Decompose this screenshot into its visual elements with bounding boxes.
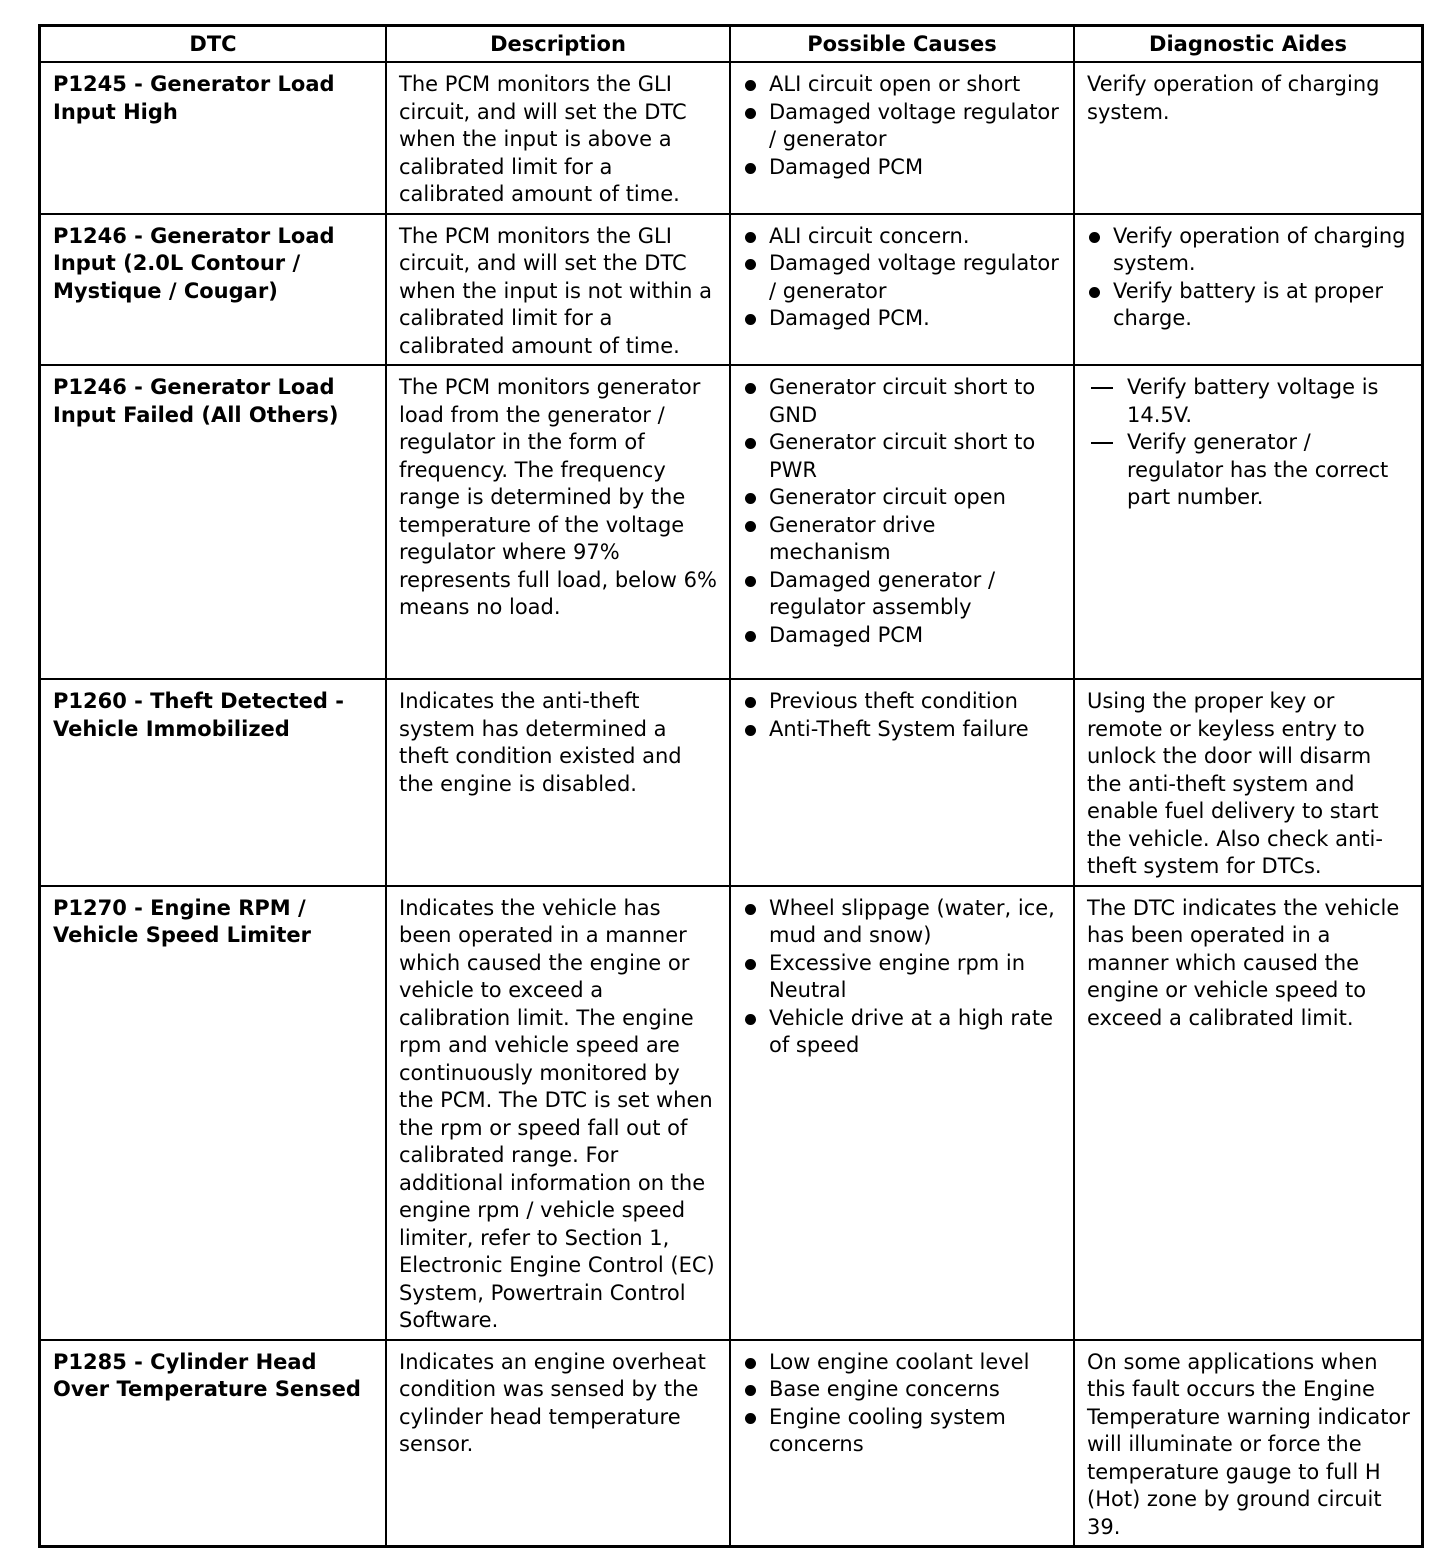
aides-list — [1087, 223, 1411, 333]
cause-item: Damaged PCM. — [743, 305, 1063, 333]
cause-item: Generator circuit short to GND — [743, 374, 1063, 429]
description-cell: Indicates the anti-theft system has determined a theft condition existed and the engine is disabled. — [386, 679, 730, 886]
cause-item: Damaged voltage regulator / generator — [743, 250, 1063, 305]
aides-cell: Verify operation of charging system. — [1074, 62, 1423, 214]
header-row — [40, 26, 1423, 63]
dtc-table — [38, 24, 1424, 1548]
cause-item: Base engine concerns — [743, 1376, 1063, 1404]
causes-cell — [730, 365, 1074, 679]
cause-item: Generator circuit short to PWR — [743, 429, 1063, 484]
aides-list — [1087, 374, 1411, 512]
causes-cell — [730, 886, 1074, 1340]
aide-item: Verify generator / regulator has the correct part number. — [1087, 429, 1411, 512]
aides-cell: On some applications when this fault occurs the Engine Temperature warning indicator will illuminate or force the temperature gauge to full H (Hot) zone by ground circuit 39. — [1074, 1340, 1423, 1547]
aides-cell — [1074, 365, 1423, 679]
aides-cell: The DTC indicates the vehicle has been operated in a manner which caused the engine or vehicle speed to exceed a calibrated limit. — [1074, 886, 1423, 1340]
dtc-cell — [40, 365, 387, 679]
cause-item: Damaged voltage regulator / generator — [743, 99, 1063, 154]
dtc-code: P1260 - Theft Detected - Vehicle Immobilized — [53, 689, 344, 741]
table-row — [40, 214, 1423, 366]
causes-cell — [730, 214, 1074, 366]
header-diagnostic-aides: Diagnostic Aides — [1074, 26, 1423, 63]
cause-item: Excessive engine rpm in Neutral — [743, 950, 1063, 1005]
causes-list — [743, 71, 1063, 181]
aides-cell: Using the proper key or remote or keyless entry to unlock the door will disarm the anti-theft system and enable fuel delivery to start the vehicle. Also check anti-theft system for DTCs. — [1074, 679, 1423, 886]
aide-item: Verify operation of charging system. — [1087, 223, 1411, 278]
dtc-cell — [40, 214, 387, 366]
cause-item: Damaged generator / regulator assembly — [743, 567, 1063, 622]
cause-item: ALI circuit concern. — [743, 223, 1063, 251]
dtc-code: P1270 - Engine RPM / Vehicle Speed Limiter — [53, 895, 311, 947]
cause-item: Engine cooling system concerns — [743, 1404, 1063, 1459]
causes-cell — [730, 1340, 1074, 1547]
cause-item: Previous theft condition — [743, 688, 1063, 716]
causes-list — [743, 374, 1063, 649]
dtc-code: P1246 - Generator Load Input (2.0L Contour / Mystique / Cougar) — [53, 223, 335, 303]
description-cell: The PCM monitors the GLI circuit, and will set the DTC when the input is above a calibrated limit for a calibrated amount of time. — [386, 62, 730, 214]
table-row — [40, 679, 1423, 886]
aides-cell — [1074, 214, 1423, 366]
cause-item: Vehicle drive at a high rate of speed — [743, 1005, 1063, 1060]
cause-item: Generator drive mechanism — [743, 512, 1063, 567]
dtc-cell — [40, 679, 387, 886]
causes-list — [743, 223, 1063, 333]
description-cell: The PCM monitors generator load from the generator / regulator in the form of frequency. The frequency range is determined by the temperature of the voltage regulator where 97% represents full load, below 6% means no load. — [386, 365, 730, 679]
cause-item: Wheel slippage (water, ice, mud and snow) — [743, 895, 1063, 950]
causes-cell — [730, 679, 1074, 886]
aide-item: Verify battery voltage is 14.5V. — [1087, 374, 1411, 429]
table-row — [40, 886, 1423, 1340]
aide-item: Verify battery is at proper charge. — [1087, 278, 1411, 333]
cause-item: Low engine coolant level — [743, 1349, 1063, 1377]
table-row — [40, 365, 1423, 679]
causes-cell — [730, 62, 1074, 214]
dtc-code: P1246 - Generator Load Input Failed (All Others) — [53, 375, 339, 427]
dtc-cell — [40, 62, 387, 214]
cause-item: Generator circuit open — [743, 484, 1063, 512]
description-cell: The PCM monitors the GLI circuit, and will set the DTC when the input is not within a calibrated limit for a calibrated amount of time. — [386, 214, 730, 366]
dtc-cell — [40, 1340, 387, 1547]
cause-item: Anti-Theft System failure — [743, 716, 1063, 744]
causes-list — [743, 1349, 1063, 1459]
dtc-cell — [40, 886, 387, 1340]
header-possible-causes: Possible Causes — [730, 26, 1074, 63]
dtc-code: P1285 - Cylinder Head Over Temperature Sensed — [53, 1349, 361, 1401]
cause-item: Damaged PCM — [743, 622, 1063, 650]
header-description: Description — [386, 26, 730, 63]
causes-list — [743, 895, 1063, 1060]
table-row — [40, 1340, 1423, 1547]
table-row — [40, 62, 1423, 214]
dtc-code: P1245 - Generator Load Input High — [53, 72, 335, 124]
cause-item: Damaged PCM — [743, 154, 1063, 182]
causes-list — [743, 688, 1063, 743]
description-cell: Indicates the vehicle has been operated in a manner which caused the engine or vehicle to exceed a calibration limit. The engine rpm and vehicle speed are continuously monitored by the PCM. The DTC is set when the rpm or speed fall out of calibrated range. For additional information on the engine rpm / vehicle speed limiter, refer to Section 1, Electronic Engine Control (EC) System, Powertrain Control Software. — [386, 886, 730, 1340]
cause-item: ALI circuit open or short — [743, 71, 1063, 99]
description-cell: Indicates an engine overheat condition was sensed by the cylinder head temperature sensor. — [386, 1340, 730, 1547]
header-dtc: DTC — [40, 26, 387, 63]
